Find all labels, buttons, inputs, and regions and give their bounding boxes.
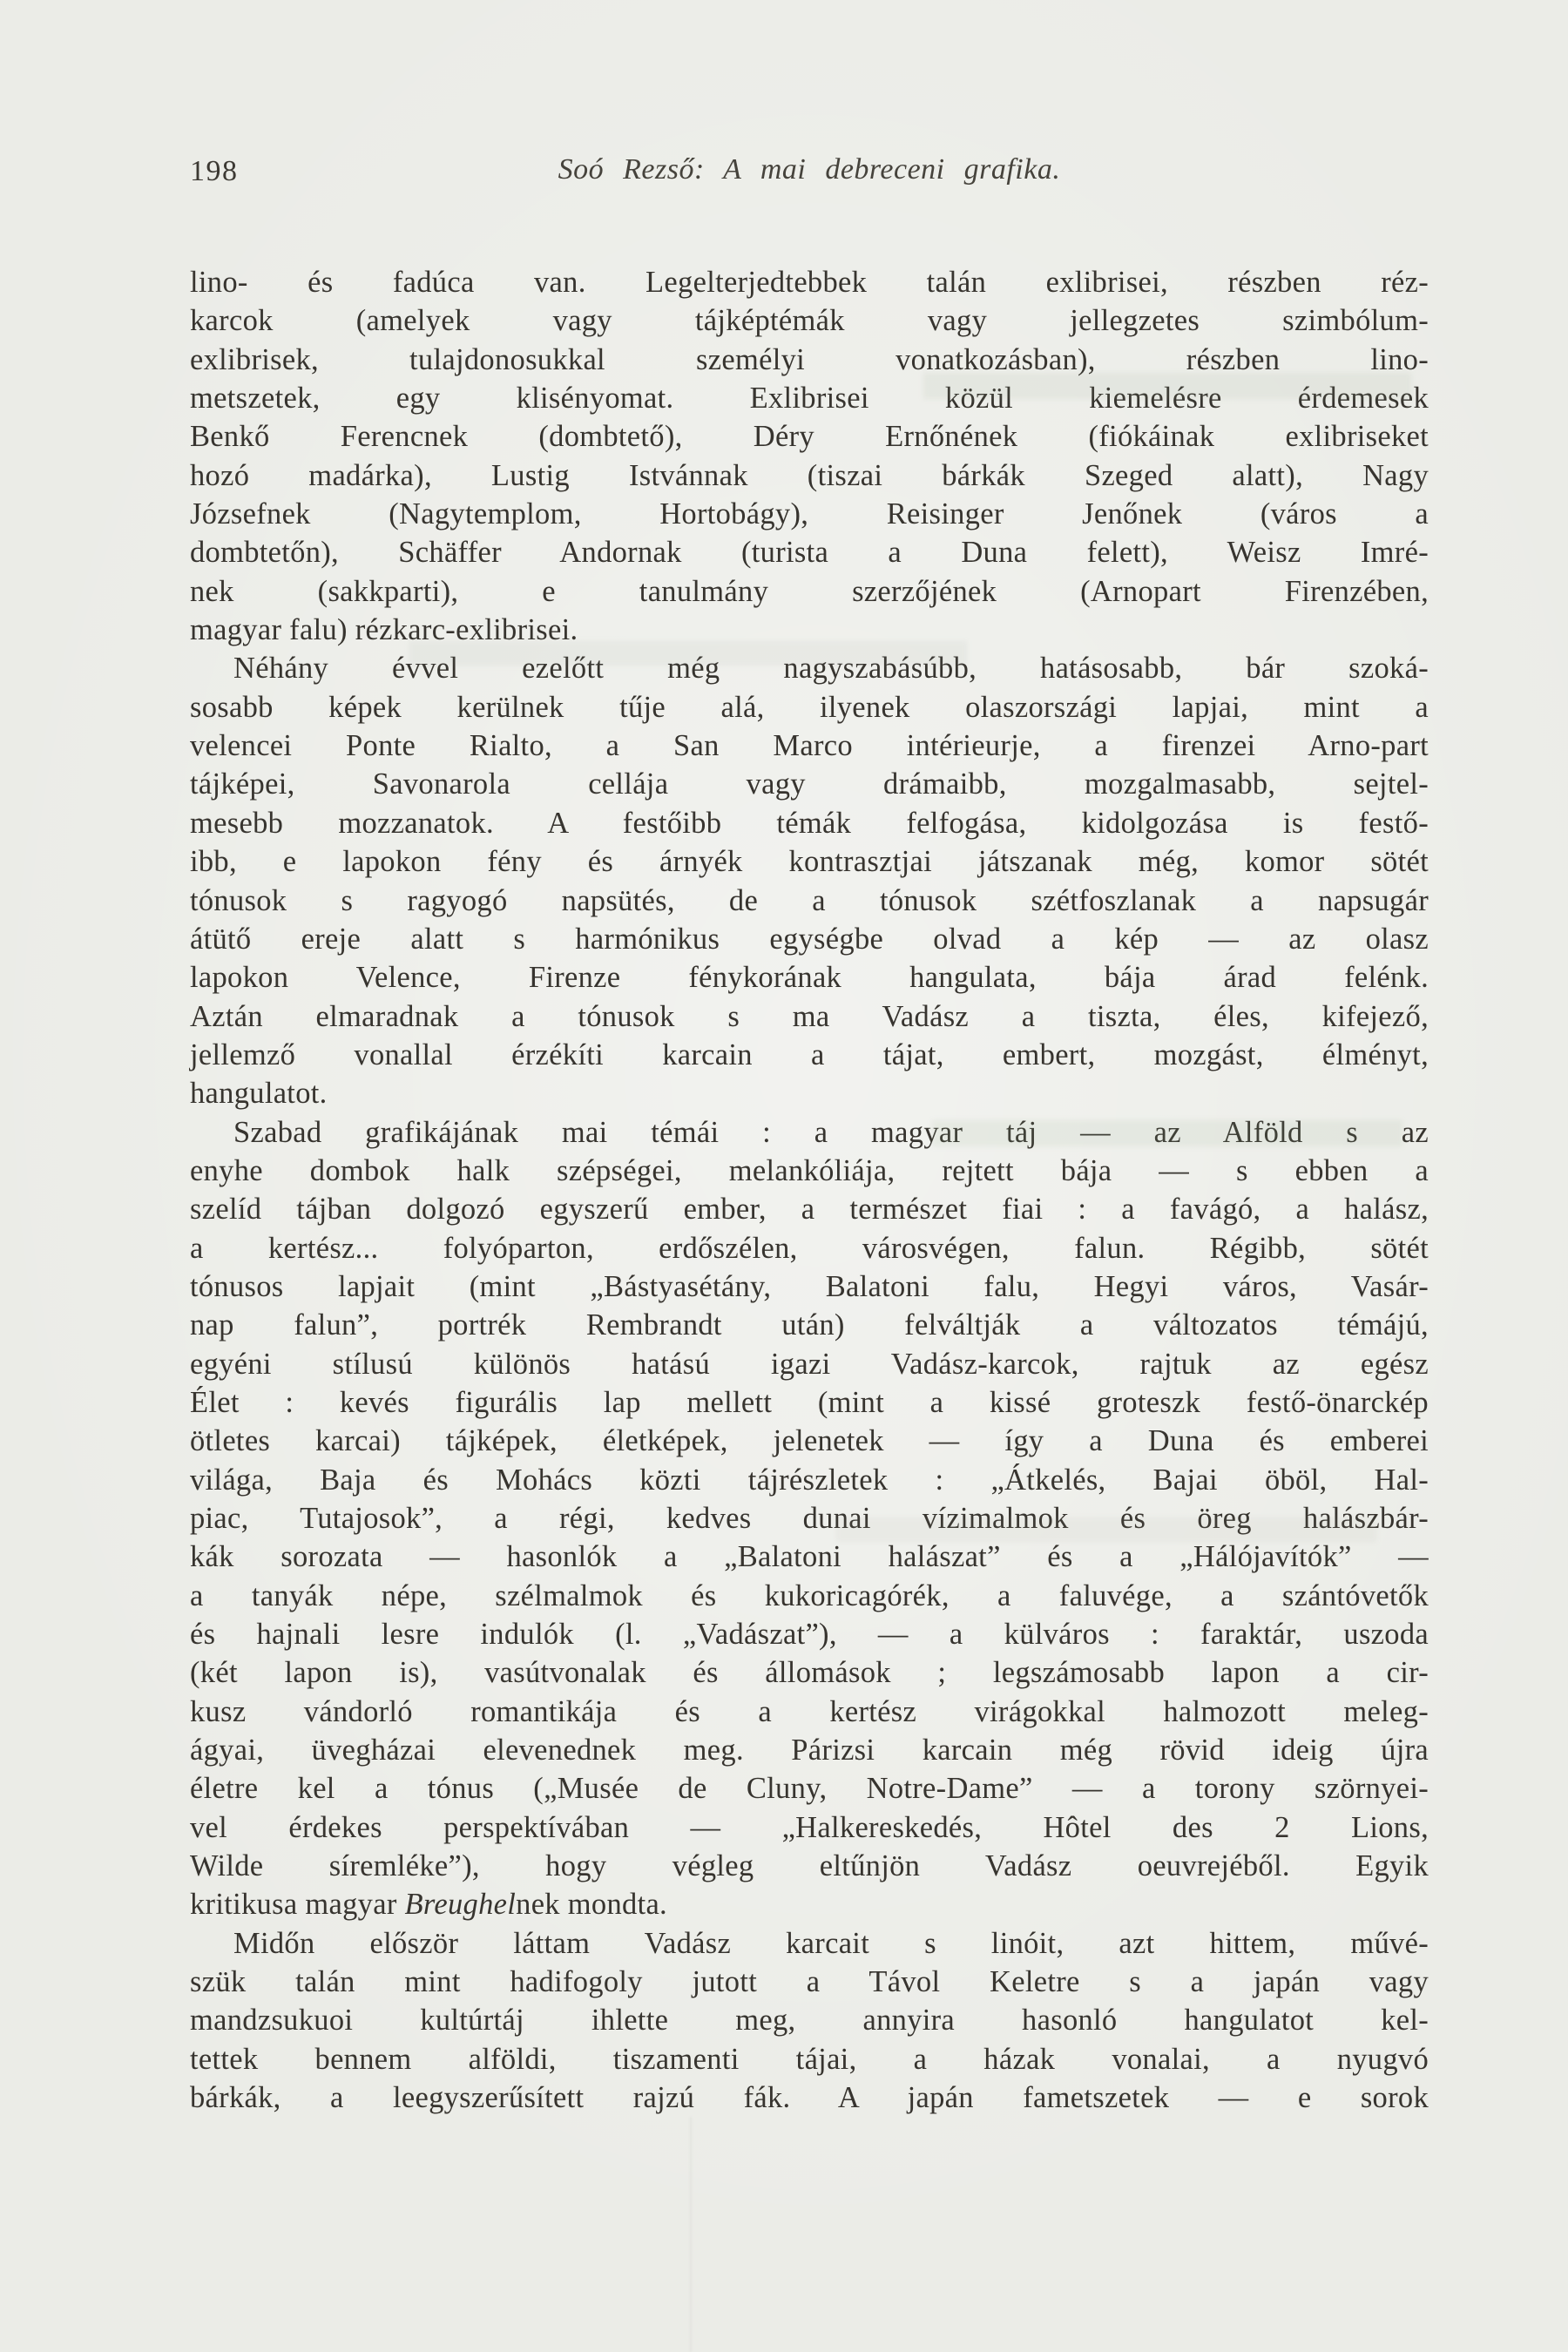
text-line: Néhány évvel ezelőtt még nagyszabásúbb, hatásosabb, bár szoká- [233, 652, 1429, 686]
text-line: tónusos lapjait (mint „Bástyasétány, Balatoni falu, Hegyi város, Vasár- [190, 1269, 1429, 1303]
text-line: átütő ereje alatt s harmónikus egységbe olvad a kép — az olasz [190, 922, 1429, 956]
text-line: velencei Ponte Rialto, a San Marco intérieurje, a firenzei Arno-part [190, 729, 1429, 763]
text-line: karcok (amelyek vagy tájképtémák vagy jellegzetes szimbólum- [190, 304, 1429, 338]
text-line: tettek bennem alföldi, tiszamenti tájai, a házak vonalai, a nyugvó [190, 2042, 1429, 2076]
text-line: Szabad grafikájának mai témái : a magyar táj — az Alföld s az [233, 1115, 1429, 1149]
text-line: mandzsukuoi kultúrtáj ihlette meg, annyira hasonló hangulatot kel- [190, 2004, 1429, 2038]
text-line: Wilde síremléke”), hogy végleg eltűnjön Vadász oeuvrejéből. Egyik [190, 1849, 1429, 1883]
text-line: kák sorozata — hasonlók a „Balatoni halászat” és a „Hálójavítók” — [190, 1540, 1429, 1574]
text-line: egyéni stílusú különös hatású igazi Vadász-karcok, rajtuk az egész [190, 1347, 1429, 1381]
text-line: (két lapon is), vasútvonalak és állomások ; legszámosabb lapon a cir- [190, 1656, 1429, 1690]
text-line: a kertész... folyóparton, erdőszélen, városvégen, falun. Régibb, sötét [190, 1231, 1429, 1265]
text-line: ágyai, üvegházai elevenednek meg. Párizsi karcain még rövid ideig újra [190, 1734, 1429, 1767]
text-line: és hajnali lesre indulók (l. „Vadászat”), — a külváros : faraktár, uszoda [190, 1618, 1429, 1652]
text-line: kusz vándorló romantikája és a kertész virágokkal halmozott meleg- [190, 1694, 1429, 1728]
text-line: a tanyák népe, szélmalmok és kukoricagórék, a faluvége, a szántóvetők [190, 1578, 1429, 1612]
text-line: Aztán elmaradnak a tónusok s ma Vadász a tiszta, éles, kifejező, [190, 999, 1429, 1033]
text-line: nek (sakkparti), e tanulmány szerzőjének (Arnopart Firenzében, [190, 574, 1429, 608]
text-line: enyhe dombok halk szépségei, melankóliája, rejtett bája — s ebben a [190, 1153, 1429, 1187]
page-fold-line [690, 2117, 692, 2352]
text-line: vel érdekes perspektívában — „Halkereskedés, Hôtel des 2 Lions, [190, 1810, 1429, 1844]
page-header [190, 153, 1429, 193]
text-line: metszetek, egy klisényomat. Exlibrisei közül kiemelésre érdemesek [190, 382, 1429, 416]
text-line: sosabb képek kerülnek tűje alá, ilyenek olaszországi lapjai, mint a [190, 690, 1429, 724]
text-line: lino- és fadúca van. Legelterjedtebbek talán exlibrisei, részben réz- [190, 266, 1429, 299]
text-line: Élet : kevés figurális lap mellett (mint a kissé groteszk festő-önarckép [190, 1385, 1429, 1419]
text-line: életre kel a tónus („Musée de Cluny, Notre-Dame” — a torony szörnyei- [190, 1772, 1429, 1806]
text-line: dombtetőn), Schäffer Andornak (turista a Duna felett), Weisz Imré- [190, 536, 1429, 570]
text-line: jellemző vonallal érzékíti karcain a tájat, embert, mozgást, élményt, [190, 1037, 1429, 1071]
text-line: piac, Tutajosok”, a régi, kedves dunai vízimalmok és öreg halászbár- [190, 1502, 1429, 1535]
text-line: hangulatot. [190, 1077, 328, 1111]
paragraph [190, 263, 1429, 649]
page-body [190, 263, 1429, 2118]
text-line: Józsefnek (Nagytemplom, Hortobágy), Reisinger Jenőnek (város a [190, 497, 1429, 531]
text-line: lapokon Velence, Firenze fénykorának hangulata, bája árad felénk. [190, 961, 1429, 995]
text-line: Benkő Ferencnek (dombtető), Déry Ernőnének (fiókáinak exlibriseket [190, 420, 1429, 454]
text-line: magyar falu) rézkarc-exlibrisei. [190, 613, 578, 647]
text-line: hozó madárka), Lustig Istvánnak (tiszai bárkák Szeged alatt), Nagy [190, 458, 1429, 492]
text-line: tónusok s ragyogó napsütés, de a tónusok szétfoszlanak a napsugár [190, 883, 1429, 917]
text-line: szük talán mint hadifogoly jutott a Távol Keletre s a japán vagy [190, 1965, 1429, 1999]
text-line: kritikusa magyar Breughelnek mondta. [190, 1888, 667, 1922]
running-title: Soó Rezső: A mai debreceni grafika. [558, 153, 1061, 186]
paragraph [190, 1113, 1429, 1924]
text-line: ibb, e lapokon fény és árnyék kontrasztjai játszanak még, komor sötét [190, 845, 1429, 879]
text-line: tájképei, Savonarola cellája vagy drámaibb, mozgalmasabb, sejtel- [190, 767, 1429, 801]
text-line: exlibrisek, tulajdonosukkal személyi vonatkozásban), részben lino- [190, 342, 1429, 376]
text-line: világa, Baja és Mohács közti tájrészletek : „Átkelés, Bajai öböl, Hal- [190, 1463, 1429, 1497]
text-line: bárkák, a leegyszerűsített rajzú fák. A japán fametszetek — e sorok [190, 2081, 1429, 2115]
text-line: ötletes karcai) tájképek, életképek, jelenetek — így a Duna és emberei [190, 1424, 1429, 1458]
italic-text: Breughel [404, 1888, 517, 1922]
paragraph [190, 649, 1429, 1112]
page-number: 198 [190, 155, 239, 187]
text-line: szelíd tájban dolgozó egyszerű ember, a természet fiai : a favágó, a halász, [190, 1193, 1429, 1227]
paragraph [190, 1924, 1429, 2118]
text-line: Midőn először láttam Vadász karcait s linóit, azt hittem, művé- [233, 1926, 1429, 1960]
text-line: mesebb mozzanatok. A festőibb témák felfogása, kidolgozása is festő- [190, 806, 1429, 840]
text-line: nap falun”, portrék Rembrandt után) felváltják a változatos témájú, [190, 1308, 1429, 1342]
